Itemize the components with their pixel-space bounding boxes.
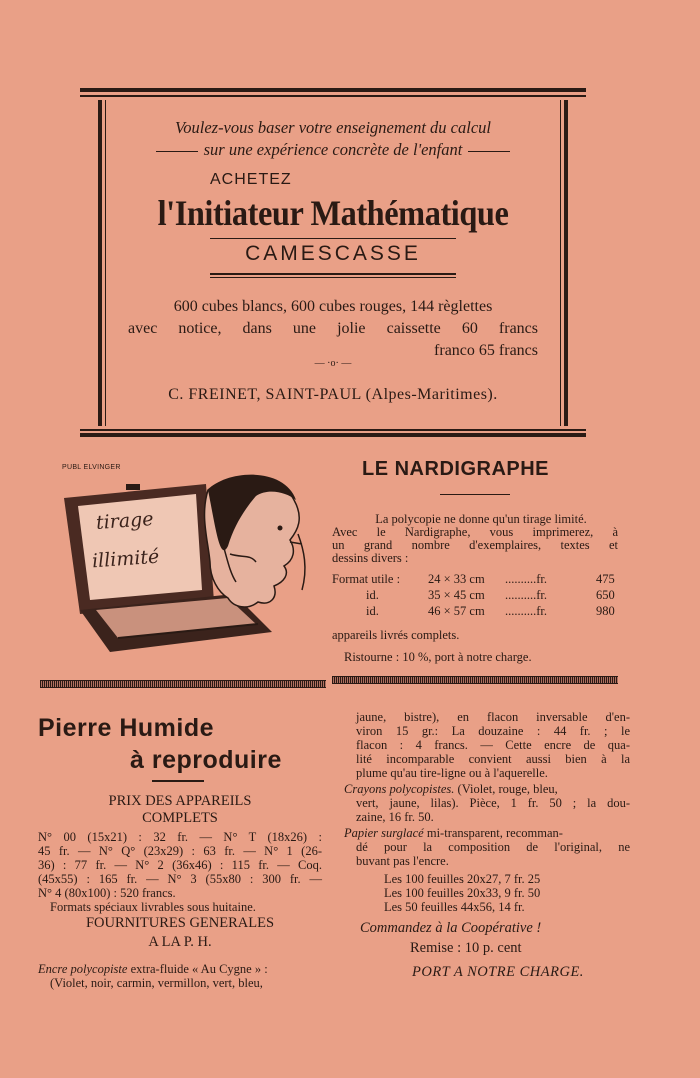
commandez: Commandez à la Coopérative ! — [360, 920, 542, 936]
crayons-line: zaine, 16 fr. 50. — [356, 810, 434, 824]
complete-note: appareils livrés complets. — [332, 628, 460, 642]
right-line: viron 15 gr.: La douzaine : 44 fr. ; le — [356, 724, 630, 738]
right-line: plume qu'au tire-ligne ou à l'aquerelle. — [356, 766, 548, 780]
crayons-line: vert, jaune, lilas). Pièce, 1 fr. 50 ; la dou- — [356, 796, 630, 810]
price-line: (45x55) : 165 fr. — N° 3 (55x80 : 300 fr. — — [38, 872, 322, 886]
format-dots: ..........fr. — [505, 572, 548, 586]
crayons-rest: (Violet, rouge, bleu, — [454, 782, 558, 796]
frame-rule — [80, 429, 586, 431]
brand-rule — [210, 277, 456, 278]
fournitures-heading: A LA P. H. — [148, 934, 212, 950]
format-label: id. — [366, 604, 379, 618]
format-dots: ..........fr. — [505, 604, 548, 618]
address: C. FREINET, SAINT-PAUL (Alpes-Maritimes). — [168, 386, 498, 403]
prix-heading: PRIX DES APPAREILS — [108, 793, 252, 809]
crayons-lead: Crayons polycopistes. — [344, 782, 455, 796]
price-line: 45 fr. — N° Q° (23x29) : 63 fr. — N° 1 (26- — [38, 844, 322, 858]
illustration-text: tirage — [95, 508, 155, 534]
right-line: jaune, bistre), en flacon inversable d'en- — [356, 710, 630, 724]
papier-rest: mi-transparent, recomman- — [423, 826, 563, 840]
pierre-title: à reproduire — [130, 746, 282, 774]
feuilles-line: Les 100 feuilles 20x33, 9 fr. 50 — [384, 886, 541, 900]
desc-line: avec notice, dans une jolie caissette 60 francs — [128, 320, 538, 337]
frame-rule — [80, 88, 586, 92]
title-rule — [210, 238, 456, 239]
brand-name: CAMESCASSE — [245, 242, 421, 265]
product-title: l'Initiateur Mathématique — [157, 193, 509, 233]
encre-line — [38, 962, 324, 976]
prix-heading: COMPLETS — [142, 810, 218, 826]
encre-line: (Violet, noir, carmin, vermillon, vert, bleu, — [50, 976, 263, 990]
format-label: Format utile : — [332, 572, 401, 586]
intro-line — [128, 140, 538, 160]
frame-rule — [80, 433, 586, 437]
nard-para: dessins divers : — [332, 551, 409, 565]
desc-line: 600 cubes blancs, 600 cubes rouges, 144 règlettes — [173, 298, 493, 315]
port-charge: PORT A NOTRE CHARGE. — [412, 964, 584, 980]
right-line: flacon : 4 francs. — Cette encre de qua- — [356, 738, 630, 752]
price-line: 36) : 77 fr. — N° 2 (36x46) : 115 fr. — Coq. — [38, 858, 322, 872]
format-size: 24 × 33 cm — [428, 572, 485, 586]
dash-rule — [156, 151, 198, 152]
achetez-label: ACHETEZ — [210, 171, 292, 188]
format-price: 980 — [596, 604, 615, 618]
intro-line: Voulez-vous baser votre enseignement du calcul — [174, 118, 491, 137]
illustration-text: illimité — [91, 545, 160, 573]
feuilles-line: Les 50 feuilles 44x56, 14 fr. — [384, 900, 525, 914]
frame-rule — [80, 95, 586, 97]
nard-para: La polycopie ne donne qu'un tirage limité. — [375, 512, 587, 526]
remise: Remise : 10 p. cent — [410, 940, 522, 956]
nard-para: Avec le Nardigraphe, vous imprimerez, à — [332, 525, 618, 539]
crayons-line — [344, 782, 630, 796]
intro-text: sur une expérience concrète de l'enfant — [203, 140, 463, 159]
papier-lead: Papier surglacé — [344, 826, 424, 840]
nard-para: un grand nombre d'exemplaires, textes et — [332, 538, 618, 552]
papier-line: dé pour la composition de l'original, ne — [356, 840, 630, 854]
separator-band — [40, 680, 326, 688]
desc-line: franco 65 francs — [434, 342, 538, 359]
encre-lead: Encre polycopiste — [38, 962, 128, 976]
title-rule — [440, 494, 510, 495]
right-line: lité incomparable convient aussi bien à la — [356, 752, 630, 766]
format-price: 650 — [596, 588, 615, 602]
price-line: N° 00 (15x21) : 32 fr. — N° T (18x26) : — [38, 830, 322, 844]
separator-band — [332, 676, 618, 684]
price-line: N° 4 (80x100) : 520 francs. — [38, 886, 176, 900]
encre-rest: extra-fluide « Au Cygne » : — [127, 962, 268, 976]
format-dots: ..........fr. — [505, 588, 548, 602]
fournitures-heading: FOURNITURES GENERALES — [85, 915, 275, 931]
ornament: — ·o· — — [314, 358, 352, 369]
nardigraphe-title: LE NARDIGRAPHE — [362, 458, 550, 480]
brand-rule — [210, 273, 456, 275]
camescasse-ad — [80, 88, 586, 438]
formats-note: Formats spéciaux livrables sous huitaine. — [50, 900, 256, 914]
format-price: 475 — [596, 572, 615, 586]
illustration-credit: PUBL ELVINGER — [62, 464, 121, 471]
pierre-title: Pierre Humide — [38, 714, 215, 742]
dash-rule — [468, 151, 510, 152]
papier-line — [344, 826, 630, 840]
format-size: 35 × 45 cm — [428, 588, 485, 602]
format-size: 46 × 57 cm — [428, 604, 485, 618]
format-label: id. — [366, 588, 379, 602]
papier-line: buvant pas l'encre. — [356, 854, 449, 868]
title-rule — [152, 780, 204, 782]
feuilles-line: Les 100 feuilles 20x27, 7 fr. 25 — [384, 872, 541, 886]
ristourne: Ristourne : 10 %, port à notre charge. — [344, 650, 532, 664]
